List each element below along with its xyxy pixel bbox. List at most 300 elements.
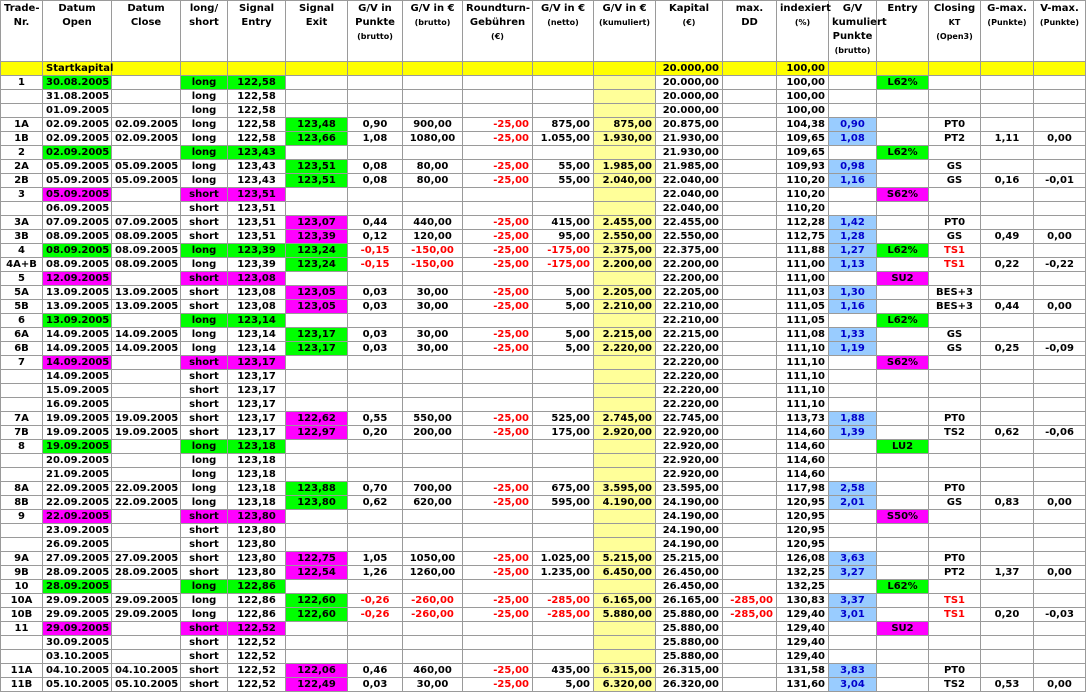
roundturn-cell[interactable] xyxy=(463,622,533,636)
signal-entry-cell[interactable]: 123,39 xyxy=(228,258,286,272)
closing-cell[interactable]: PT0 xyxy=(929,482,981,496)
roundturn-cell[interactable] xyxy=(463,580,533,594)
signal-exit-cell[interactable] xyxy=(286,272,348,286)
gv-eur-cell[interactable]: 30,00 xyxy=(403,300,463,314)
closing-cell[interactable] xyxy=(929,62,981,76)
header-kapital[interactable]: Kapital (€) xyxy=(656,1,723,62)
datum-open-cell[interactable]: 04.10.2005 xyxy=(43,664,112,678)
entry-cell[interactable] xyxy=(877,468,929,482)
closing-cell[interactable]: TS1 xyxy=(929,594,981,608)
header-datum-close[interactable]: Datum Close xyxy=(112,1,181,62)
gv-punkte-cell[interactable] xyxy=(348,188,403,202)
gv-kumuliert-cell[interactable]: 6.315,00 xyxy=(594,664,656,678)
gv-eur-cell[interactable]: 120,00 xyxy=(403,230,463,244)
gv-kumuliert-cell[interactable]: 6.450,00 xyxy=(594,566,656,580)
long-short-cell[interactable]: short xyxy=(181,272,228,286)
gv-eur-cell[interactable] xyxy=(403,146,463,160)
max-dd-cell[interactable] xyxy=(723,510,777,524)
gv-kum-punkte-cell[interactable] xyxy=(829,188,877,202)
trade-nr-cell[interactable]: 5 xyxy=(1,272,43,286)
g-max-cell[interactable] xyxy=(981,510,1034,524)
header-gv-punkte[interactable]: G/V in Punkte (brutto) xyxy=(348,1,403,62)
gv-kum-punkte-cell[interactable]: 3,27 xyxy=(829,566,877,580)
g-max-cell[interactable] xyxy=(981,118,1034,132)
indexiert-cell[interactable]: 132,25 xyxy=(777,580,829,594)
indexiert-cell[interactable]: 111,00 xyxy=(777,272,829,286)
roundturn-cell[interactable] xyxy=(463,384,533,398)
trade-nr-cell[interactable]: 2A xyxy=(1,160,43,174)
gv-netto-cell[interactable] xyxy=(533,454,594,468)
g-max-cell[interactable] xyxy=(981,146,1034,160)
gv-kum-punkte-cell[interactable] xyxy=(829,538,877,552)
roundturn-cell[interactable]: -25,00 xyxy=(463,426,533,440)
signal-exit-cell[interactable] xyxy=(286,538,348,552)
datum-open-cell[interactable]: 29.09.2005 xyxy=(43,622,112,636)
signal-entry-cell[interactable]: 122,58 xyxy=(228,104,286,118)
gv-netto-cell[interactable] xyxy=(533,510,594,524)
roundturn-cell[interactable]: -25,00 xyxy=(463,244,533,258)
closing-cell[interactable]: PT0 xyxy=(929,552,981,566)
g-max-cell[interactable] xyxy=(981,552,1034,566)
entry-cell[interactable] xyxy=(877,132,929,146)
entry-cell[interactable] xyxy=(877,594,929,608)
datum-close-cell[interactable]: 07.09.2005 xyxy=(112,216,181,230)
indexiert-cell[interactable]: 114,60 xyxy=(777,440,829,454)
datum-open-cell[interactable]: 05.10.2005 xyxy=(43,678,112,692)
g-max-cell[interactable] xyxy=(981,216,1034,230)
datum-close-cell[interactable] xyxy=(112,370,181,384)
gv-kum-punkte-cell[interactable] xyxy=(829,90,877,104)
signal-entry-cell[interactable]: 123,18 xyxy=(228,496,286,510)
gv-kum-punkte-cell[interactable] xyxy=(829,636,877,650)
g-max-cell[interactable] xyxy=(981,62,1034,76)
datum-close-cell[interactable] xyxy=(112,314,181,328)
kapital-cell[interactable]: 25.880,00 xyxy=(656,608,723,622)
datum-close-cell[interactable] xyxy=(112,90,181,104)
datum-open-cell[interactable]: 20.09.2005 xyxy=(43,454,112,468)
datum-open-cell[interactable]: 13.09.2005 xyxy=(43,314,112,328)
entry-cell[interactable]: LU2 xyxy=(877,440,929,454)
g-max-cell[interactable] xyxy=(981,398,1034,412)
max-dd-cell[interactable] xyxy=(723,314,777,328)
max-dd-cell[interactable] xyxy=(723,328,777,342)
v-max-cell[interactable]: -0,06 xyxy=(1034,426,1086,440)
kapital-cell[interactable]: 22.200,00 xyxy=(656,258,723,272)
datum-open-cell[interactable]: 28.09.2005 xyxy=(43,580,112,594)
long-short-cell[interactable]: short xyxy=(181,552,228,566)
long-short-cell[interactable]: short xyxy=(181,216,228,230)
gv-eur-cell[interactable]: 30,00 xyxy=(403,328,463,342)
closing-cell[interactable]: TS1 xyxy=(929,608,981,622)
max-dd-cell[interactable] xyxy=(723,174,777,188)
long-short-cell[interactable]: short xyxy=(181,230,228,244)
closing-cell[interactable] xyxy=(929,636,981,650)
gv-eur-cell[interactable] xyxy=(403,398,463,412)
gv-eur-cell[interactable] xyxy=(403,384,463,398)
datum-close-cell[interactable]: 02.09.2005 xyxy=(112,132,181,146)
datum-open-cell[interactable]: 22.09.2005 xyxy=(43,482,112,496)
closing-cell[interactable]: BES+3 xyxy=(929,286,981,300)
long-short-cell[interactable]: short xyxy=(181,202,228,216)
closing-cell[interactable]: GS xyxy=(929,230,981,244)
kapital-cell[interactable]: 22.920,00 xyxy=(656,440,723,454)
kapital-cell[interactable]: 22.040,00 xyxy=(656,174,723,188)
entry-cell[interactable]: L62% xyxy=(877,314,929,328)
datum-open-cell[interactable]: 07.09.2005 xyxy=(43,216,112,230)
long-short-cell[interactable]: short xyxy=(181,678,228,692)
g-max-cell[interactable] xyxy=(981,188,1034,202)
header-gv-eur[interactable]: G/V in € (brutto) xyxy=(403,1,463,62)
long-short-cell[interactable]: short xyxy=(181,650,228,664)
closing-cell[interactable]: PT2 xyxy=(929,132,981,146)
roundturn-cell[interactable] xyxy=(463,90,533,104)
datum-open-cell[interactable]: 21.09.2005 xyxy=(43,468,112,482)
kapital-cell[interactable]: 21.930,00 xyxy=(656,132,723,146)
gv-kum-punkte-cell[interactable]: 1,28 xyxy=(829,230,877,244)
gv-eur-cell[interactable] xyxy=(403,188,463,202)
gv-eur-cell[interactable] xyxy=(403,510,463,524)
v-max-cell[interactable]: 0,00 xyxy=(1034,566,1086,580)
gv-punkte-cell[interactable]: 0,08 xyxy=(348,160,403,174)
datum-close-cell[interactable]: 14.09.2005 xyxy=(112,328,181,342)
g-max-cell[interactable] xyxy=(981,328,1034,342)
gv-eur-cell[interactable] xyxy=(403,62,463,76)
datum-open-cell[interactable]: 14.09.2005 xyxy=(43,356,112,370)
gv-kum-punkte-cell[interactable] xyxy=(829,76,877,90)
closing-cell[interactable] xyxy=(929,188,981,202)
trade-nr-cell[interactable]: 10A xyxy=(1,594,43,608)
datum-open-cell[interactable]: 13.09.2005 xyxy=(43,286,112,300)
signal-entry-cell[interactable]: 123,80 xyxy=(228,524,286,538)
gv-netto-cell[interactable]: 875,00 xyxy=(533,118,594,132)
gv-eur-cell[interactable]: 620,00 xyxy=(403,496,463,510)
datum-close-cell[interactable]: 05.09.2005 xyxy=(112,160,181,174)
roundturn-cell[interactable] xyxy=(463,398,533,412)
gv-eur-cell[interactable] xyxy=(403,524,463,538)
gv-punkte-cell[interactable]: 0,44 xyxy=(348,216,403,230)
indexiert-cell[interactable]: 111,10 xyxy=(777,398,829,412)
entry-cell[interactable] xyxy=(877,300,929,314)
signal-entry-cell[interactable]: 123,17 xyxy=(228,384,286,398)
signal-exit-cell[interactable] xyxy=(286,650,348,664)
long-short-cell[interactable]: long xyxy=(181,580,228,594)
roundturn-cell[interactable] xyxy=(463,314,533,328)
signal-entry-cell[interactable]: 122,52 xyxy=(228,636,286,650)
trade-nr-cell[interactable]: 8A xyxy=(1,482,43,496)
indexiert-cell[interactable]: 111,05 xyxy=(777,314,829,328)
indexiert-cell[interactable]: 120,95 xyxy=(777,496,829,510)
closing-cell[interactable] xyxy=(929,580,981,594)
gv-eur-cell[interactable] xyxy=(403,104,463,118)
closing-cell[interactable]: TS1 xyxy=(929,244,981,258)
v-max-cell[interactable] xyxy=(1034,146,1086,160)
signal-entry-cell[interactable]: 122,52 xyxy=(228,678,286,692)
datum-open-cell[interactable]: 22.09.2005 xyxy=(43,496,112,510)
max-dd-cell[interactable] xyxy=(723,552,777,566)
v-max-cell[interactable] xyxy=(1034,356,1086,370)
datum-close-cell[interactable]: 08.09.2005 xyxy=(112,244,181,258)
indexiert-cell[interactable]: 114,60 xyxy=(777,426,829,440)
g-max-cell[interactable] xyxy=(981,272,1034,286)
kapital-cell[interactable]: 25.880,00 xyxy=(656,636,723,650)
header-signal-exit[interactable]: Signal Exit xyxy=(286,1,348,62)
gv-kumuliert-cell[interactable] xyxy=(594,468,656,482)
trade-nr-cell[interactable]: 5B xyxy=(1,300,43,314)
datum-close-cell[interactable] xyxy=(112,468,181,482)
g-max-cell[interactable] xyxy=(981,664,1034,678)
gv-netto-cell[interactable]: 1.025,00 xyxy=(533,552,594,566)
datum-open-cell[interactable]: 06.09.2005 xyxy=(43,202,112,216)
g-max-cell[interactable] xyxy=(981,468,1034,482)
indexiert-cell[interactable]: 111,88 xyxy=(777,244,829,258)
kapital-cell[interactable]: 20.000,00 xyxy=(656,62,723,76)
g-max-cell[interactable] xyxy=(981,538,1034,552)
gv-punkte-cell[interactable] xyxy=(348,76,403,90)
entry-cell[interactable] xyxy=(877,398,929,412)
long-short-cell[interactable]: short xyxy=(181,356,228,370)
long-short-cell[interactable]: short xyxy=(181,510,228,524)
long-short-cell[interactable]: long xyxy=(181,146,228,160)
closing-cell[interactable]: GS xyxy=(929,328,981,342)
header-roundturn[interactable]: Roundturn-Gebühren (€) xyxy=(463,1,533,62)
entry-cell[interactable] xyxy=(877,566,929,580)
datum-open-cell[interactable]: 29.09.2005 xyxy=(43,608,112,622)
gv-punkte-cell[interactable]: -0,15 xyxy=(348,258,403,272)
trade-nr-cell[interactable]: 9 xyxy=(1,510,43,524)
datum-open-cell[interactable]: 08.09.2005 xyxy=(43,244,112,258)
kapital-cell[interactable]: 24.190,00 xyxy=(656,510,723,524)
roundturn-cell[interactable] xyxy=(463,468,533,482)
max-dd-cell[interactable] xyxy=(723,622,777,636)
gv-kum-punkte-cell[interactable]: 1,08 xyxy=(829,132,877,146)
indexiert-cell[interactable]: 100,00 xyxy=(777,90,829,104)
gv-kumuliert-cell[interactable]: 6.165,00 xyxy=(594,594,656,608)
gv-kumuliert-cell[interactable] xyxy=(594,90,656,104)
indexiert-cell[interactable]: 104,38 xyxy=(777,118,829,132)
signal-entry-cell[interactable]: 123,08 xyxy=(228,286,286,300)
gv-punkte-cell[interactable]: -0,15 xyxy=(348,244,403,258)
entry-cell[interactable] xyxy=(877,328,929,342)
max-dd-cell[interactable] xyxy=(723,76,777,90)
closing-cell[interactable] xyxy=(929,538,981,552)
datum-open-cell[interactable]: 13.09.2005 xyxy=(43,300,112,314)
max-dd-cell[interactable] xyxy=(723,342,777,356)
entry-cell[interactable] xyxy=(877,496,929,510)
datum-open-cell[interactable]: 19.09.2005 xyxy=(43,412,112,426)
gv-punkte-cell[interactable]: -0,26 xyxy=(348,594,403,608)
gv-netto-cell[interactable] xyxy=(533,440,594,454)
closing-cell[interactable] xyxy=(929,370,981,384)
kapital-cell[interactable]: 22.220,00 xyxy=(656,356,723,370)
gv-kumuliert-cell[interactable]: 2.040,00 xyxy=(594,174,656,188)
roundturn-cell[interactable] xyxy=(463,454,533,468)
v-max-cell[interactable] xyxy=(1034,552,1086,566)
closing-cell[interactable] xyxy=(929,146,981,160)
closing-cell[interactable] xyxy=(929,398,981,412)
gv-kumuliert-cell[interactable]: 5.215,00 xyxy=(594,552,656,566)
indexiert-cell[interactable]: 100,00 xyxy=(777,104,829,118)
header-gv-kumuliert[interactable]: G/V in € (kumuliert) xyxy=(594,1,656,62)
max-dd-cell[interactable] xyxy=(723,244,777,258)
gv-eur-cell[interactable]: 440,00 xyxy=(403,216,463,230)
gv-netto-cell[interactable]: -175,00 xyxy=(533,244,594,258)
datum-close-cell[interactable]: 29.09.2005 xyxy=(112,608,181,622)
gv-punkte-cell[interactable]: 0,62 xyxy=(348,496,403,510)
datum-close-cell[interactable] xyxy=(112,202,181,216)
kapital-cell[interactable]: 22.550,00 xyxy=(656,230,723,244)
long-short-cell[interactable]: long xyxy=(181,608,228,622)
v-max-cell[interactable] xyxy=(1034,286,1086,300)
gv-netto-cell[interactable] xyxy=(533,636,594,650)
closing-cell[interactable] xyxy=(929,468,981,482)
signal-exit-cell[interactable]: 123,17 xyxy=(286,342,348,356)
gv-netto-cell[interactable]: 5,00 xyxy=(533,286,594,300)
max-dd-cell[interactable] xyxy=(723,412,777,426)
gv-punkte-cell[interactable] xyxy=(348,356,403,370)
datum-close-cell[interactable] xyxy=(112,454,181,468)
trade-nr-cell[interactable] xyxy=(1,104,43,118)
v-max-cell[interactable]: 0,00 xyxy=(1034,230,1086,244)
closing-cell[interactable]: PT0 xyxy=(929,216,981,230)
gv-netto-cell[interactable] xyxy=(533,580,594,594)
gv-eur-cell[interactable]: -260,00 xyxy=(403,608,463,622)
roundturn-cell[interactable]: -25,00 xyxy=(463,286,533,300)
v-max-cell[interactable] xyxy=(1034,216,1086,230)
gv-kum-punkte-cell[interactable] xyxy=(829,440,877,454)
trade-nr-cell[interactable] xyxy=(1,454,43,468)
v-max-cell[interactable] xyxy=(1034,76,1086,90)
indexiert-cell[interactable]: 129,40 xyxy=(777,636,829,650)
max-dd-cell[interactable]: -285,00 xyxy=(723,594,777,608)
v-max-cell[interactable] xyxy=(1034,90,1086,104)
kapital-cell[interactable]: 22.210,00 xyxy=(656,314,723,328)
trade-nr-cell[interactable]: 2B xyxy=(1,174,43,188)
gv-punkte-cell[interactable] xyxy=(348,62,403,76)
long-short-cell[interactable]: long xyxy=(181,440,228,454)
gv-eur-cell[interactable] xyxy=(403,468,463,482)
entry-cell[interactable] xyxy=(877,454,929,468)
g-max-cell[interactable]: 0,20 xyxy=(981,608,1034,622)
g-max-cell[interactable] xyxy=(981,412,1034,426)
roundturn-cell[interactable] xyxy=(463,650,533,664)
roundturn-cell[interactable]: -25,00 xyxy=(463,552,533,566)
entry-cell[interactable]: L62% xyxy=(877,244,929,258)
entry-cell[interactable] xyxy=(877,118,929,132)
max-dd-cell[interactable] xyxy=(723,300,777,314)
datum-open-cell[interactable]: 05.09.2005 xyxy=(43,188,112,202)
max-dd-cell[interactable] xyxy=(723,636,777,650)
gv-netto-cell[interactable]: 5,00 xyxy=(533,328,594,342)
signal-entry-cell[interactable]: 123,80 xyxy=(228,510,286,524)
gv-punkte-cell[interactable]: 0,70 xyxy=(348,482,403,496)
v-max-cell[interactable] xyxy=(1034,314,1086,328)
g-max-cell[interactable] xyxy=(981,76,1034,90)
signal-entry-cell[interactable]: 123,43 xyxy=(228,146,286,160)
closing-cell[interactable] xyxy=(929,510,981,524)
kapital-cell[interactable]: 26.165,00 xyxy=(656,594,723,608)
entry-cell[interactable] xyxy=(877,552,929,566)
g-max-cell[interactable]: 0,22 xyxy=(981,258,1034,272)
gv-kumuliert-cell[interactable]: 2.205,00 xyxy=(594,286,656,300)
g-max-cell[interactable]: 0,16 xyxy=(981,174,1034,188)
gv-punkte-cell[interactable]: 0,03 xyxy=(348,300,403,314)
signal-entry-cell[interactable]: 123,51 xyxy=(228,230,286,244)
gv-punkte-cell[interactable] xyxy=(348,580,403,594)
roundturn-cell[interactable]: -25,00 xyxy=(463,678,533,692)
signal-exit-cell[interactable] xyxy=(286,314,348,328)
signal-exit-cell[interactable]: 123,39 xyxy=(286,230,348,244)
closing-cell[interactable]: PT0 xyxy=(929,118,981,132)
datum-close-cell[interactable]: 05.09.2005 xyxy=(112,174,181,188)
gv-kum-punkte-cell[interactable]: 1,19 xyxy=(829,342,877,356)
roundturn-cell[interactable] xyxy=(463,370,533,384)
gv-kumuliert-cell[interactable]: 2.455,00 xyxy=(594,216,656,230)
v-max-cell[interactable] xyxy=(1034,594,1086,608)
v-max-cell[interactable] xyxy=(1034,328,1086,342)
kapital-cell[interactable]: 26.450,00 xyxy=(656,566,723,580)
datum-close-cell[interactable] xyxy=(112,524,181,538)
closing-cell[interactable]: GS xyxy=(929,174,981,188)
header-datum-open[interactable]: Datum Open xyxy=(43,1,112,62)
gv-kum-punkte-cell[interactable]: 3,04 xyxy=(829,678,877,692)
signal-exit-cell[interactable] xyxy=(286,146,348,160)
gv-kumuliert-cell[interactable] xyxy=(594,440,656,454)
roundturn-cell[interactable]: -25,00 xyxy=(463,342,533,356)
v-max-cell[interactable] xyxy=(1034,188,1086,202)
roundturn-cell[interactable]: -25,00 xyxy=(463,608,533,622)
datum-close-cell[interactable]: 13.09.2005 xyxy=(112,286,181,300)
indexiert-cell[interactable]: 129,40 xyxy=(777,608,829,622)
entry-cell[interactable] xyxy=(877,104,929,118)
entry-cell[interactable] xyxy=(877,370,929,384)
gv-netto-cell[interactable]: 55,00 xyxy=(533,174,594,188)
gv-punkte-cell[interactable] xyxy=(348,384,403,398)
gv-kumuliert-cell[interactable] xyxy=(594,76,656,90)
g-max-cell[interactable]: 0,53 xyxy=(981,678,1034,692)
long-short-cell[interactable]: short xyxy=(181,412,228,426)
gv-eur-cell[interactable] xyxy=(403,538,463,552)
long-short-cell[interactable]: short xyxy=(181,538,228,552)
v-max-cell[interactable] xyxy=(1034,398,1086,412)
g-max-cell[interactable] xyxy=(981,384,1034,398)
gv-eur-cell[interactable]: -150,00 xyxy=(403,244,463,258)
gv-kumuliert-cell[interactable] xyxy=(594,636,656,650)
long-short-cell[interactable]: long xyxy=(181,328,228,342)
gv-kum-punkte-cell[interactable] xyxy=(829,384,877,398)
g-max-cell[interactable] xyxy=(981,580,1034,594)
roundturn-cell[interactable] xyxy=(463,510,533,524)
datum-open-cell[interactable]: 27.09.2005 xyxy=(43,552,112,566)
max-dd-cell[interactable] xyxy=(723,90,777,104)
gv-kumuliert-cell[interactable] xyxy=(594,370,656,384)
v-max-cell[interactable] xyxy=(1034,650,1086,664)
max-dd-cell[interactable] xyxy=(723,440,777,454)
g-max-cell[interactable] xyxy=(981,594,1034,608)
v-max-cell[interactable] xyxy=(1034,580,1086,594)
gv-kum-punkte-cell[interactable]: 1,42 xyxy=(829,216,877,230)
gv-netto-cell[interactable]: 175,00 xyxy=(533,426,594,440)
gv-kumuliert-cell[interactable]: 2.200,00 xyxy=(594,258,656,272)
roundturn-cell[interactable] xyxy=(463,202,533,216)
long-short-cell[interactable]: short xyxy=(181,188,228,202)
indexiert-cell[interactable]: 110,20 xyxy=(777,202,829,216)
v-max-cell[interactable] xyxy=(1034,440,1086,454)
gv-kum-punkte-cell[interactable]: 1,88 xyxy=(829,412,877,426)
gv-kum-punkte-cell[interactable]: 2,01 xyxy=(829,496,877,510)
max-dd-cell[interactable] xyxy=(723,538,777,552)
trade-nr-cell[interactable] xyxy=(1,370,43,384)
gv-punkte-cell[interactable]: -0,26 xyxy=(348,608,403,622)
